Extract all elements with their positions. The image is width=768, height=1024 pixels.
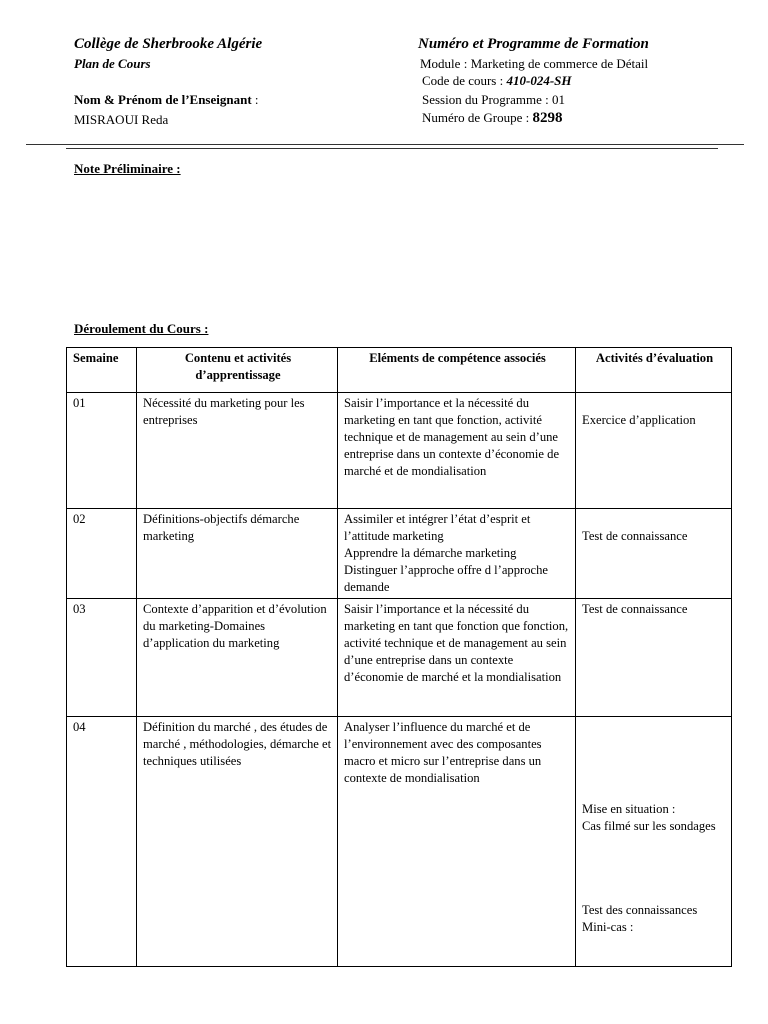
note-preliminaire-heading: Note Préliminaire : — [74, 161, 181, 176]
module-line — [420, 56, 648, 72]
table-header-row — [67, 348, 732, 393]
table-row — [67, 717, 732, 967]
week-cell: 02 — [67, 509, 137, 599]
evaluation-cell: Test de connaissance — [576, 509, 732, 599]
college-name: Collège de Sherbrooke Algérie — [74, 36, 263, 52]
competence-cell: Analyser l’influence du marché et de l’environnement avec des composantes macro et micro sur l’entreprise dans un contexte de mondialisation — [338, 717, 576, 967]
course-code-label: Code de cours : — [422, 73, 507, 88]
week-cell: 01 — [67, 393, 137, 509]
group-number: 8298 — [532, 110, 563, 126]
deroulement-heading: Déroulement du Cours : — [74, 321, 209, 336]
program-title: Numéro et Programme de Formation — [418, 36, 649, 52]
content-cell: Définition du marché , des études de marché , méthodologies, démarche et techniques utilisées — [137, 717, 338, 967]
evaluation-test-mini-cas: Test des connaissances Mini-cas : — [582, 903, 698, 934]
document-subtitle: Plan de Cours — [74, 56, 151, 71]
course-code-line — [422, 73, 571, 89]
group-line — [422, 110, 562, 127]
teacher-label — [74, 92, 259, 108]
header-divider-bottom — [66, 148, 718, 149]
module-value: Marketing de commerce de Détail — [470, 56, 649, 71]
teacher-label-colon: : — [251, 92, 259, 107]
table-row — [67, 599, 732, 717]
header-divider-top — [26, 144, 744, 145]
table-row — [67, 393, 732, 509]
competence-cell: Assimiler et intégrer l’état d’esprit et l’attitude marketing Apprendre la démarche marketing Distinguer l’approche offre d l’approche demande — [338, 509, 576, 599]
group-label: Numéro de Groupe : — [422, 110, 533, 125]
content-cell: Contexte d’apparition et d’évolution du marketing-Domaines d’application du marketing — [137, 599, 338, 717]
session-line — [422, 92, 565, 108]
content-cell: Définitions-objectifs démarche marketing — [137, 509, 338, 599]
header-evaluation: Activités d’évaluation — [576, 348, 732, 393]
evaluation-mise-en-situation: Mise en situation : Cas filmé sur les sondages — [582, 802, 716, 833]
header-competence: Eléments de compétence associés — [338, 348, 576, 393]
teacher-label-text: Nom & Prénom de l’Enseignant — [74, 92, 252, 107]
course-code-value: 410-024-SH — [506, 73, 572, 88]
content-cell: Nécessité du marketing pour les entreprises — [137, 393, 338, 509]
table-row — [67, 509, 732, 599]
evaluation-cell: Test de connaissance — [576, 599, 732, 717]
evaluation-cell: Exercice d’application — [576, 393, 732, 509]
teacher-name: MISRAOUI Reda — [74, 112, 169, 127]
week-cell: 04 — [67, 717, 137, 967]
competence-cell: Saisir l’importance et la nécessité du marketing en tant que fonction, activité technique et de management au sein d’une entreprise dans un contexte d’économie de marché et de mondialisation — [338, 393, 576, 509]
header-contenu: Contenu et activités d’apprentissage — [137, 348, 338, 393]
course-schedule-table — [66, 347, 732, 967]
session-value: 01 — [552, 92, 565, 107]
week-cell: 03 — [67, 599, 137, 717]
module-label: Module : — [420, 56, 471, 71]
competence-cell: Saisir l’importance et la nécessité du marketing en tant que fonction que fonction, activité technique et de management au sein d’une entreprise dans un contexte d’économie de marché et la mondialisation — [338, 599, 576, 717]
evaluation-cell — [576, 717, 732, 967]
header-semaine: Semaine — [67, 348, 137, 393]
session-label: Session du Programme : — [422, 92, 552, 107]
